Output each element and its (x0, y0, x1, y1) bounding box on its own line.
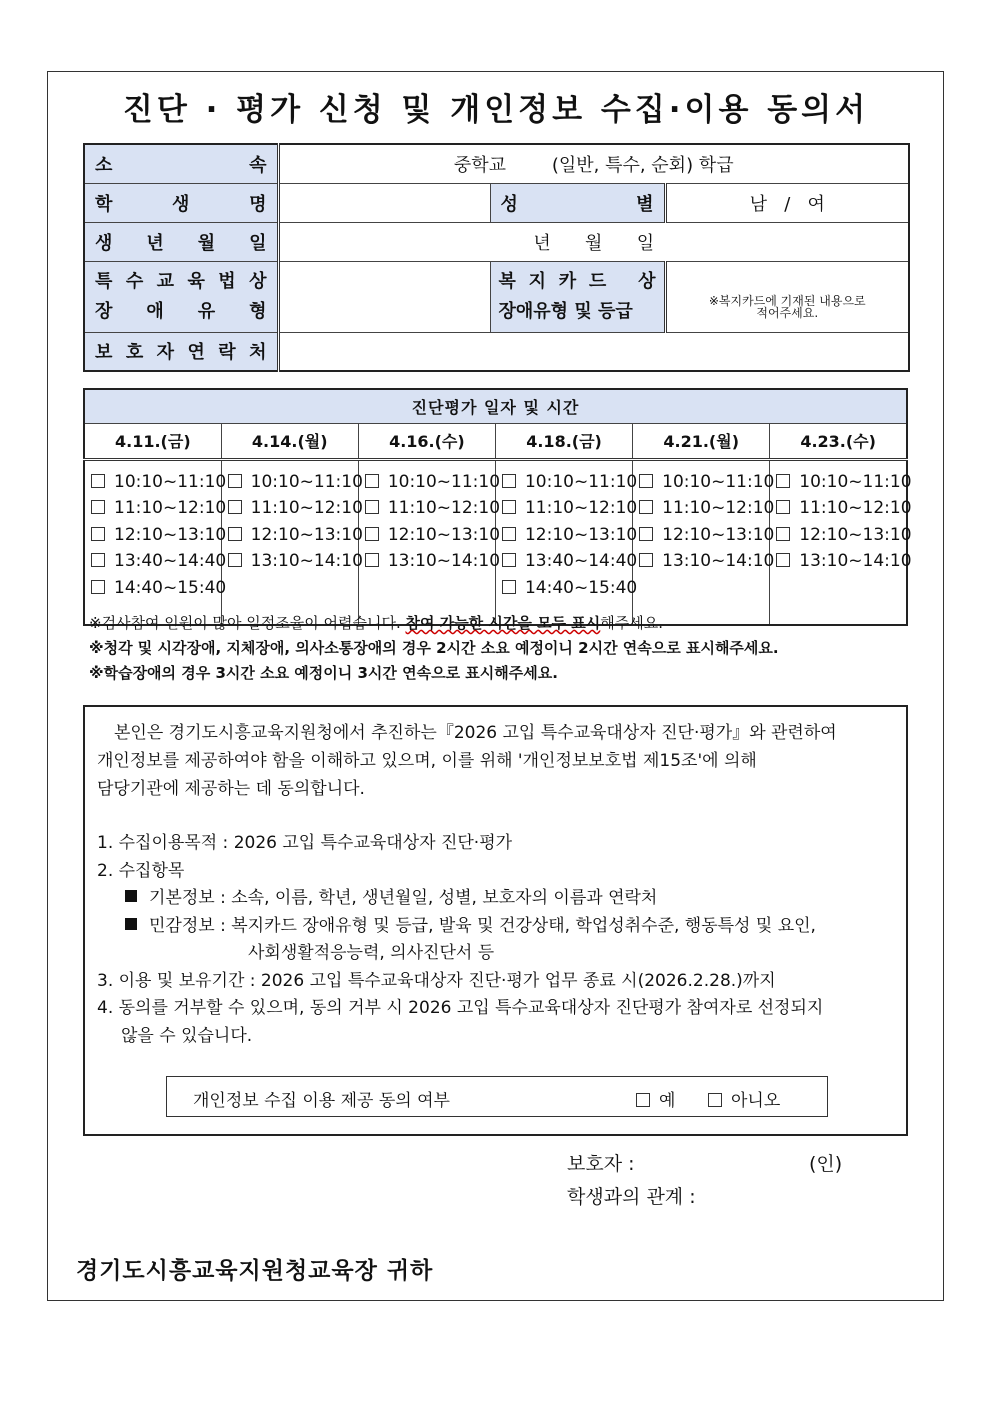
consent-item-refusal: 4. 동의를 거부할 수 있으며, 동의 거부 시 2026 고입 특수교육대상자 진단평가 참여자로 선정되지 (97, 998, 824, 1018)
bullet-square-icon (125, 890, 137, 902)
student-name-field[interactable] (278, 183, 490, 222)
checkbox[interactable] (365, 474, 379, 488)
welfare-note-line2: 적어주세요. (756, 305, 819, 320)
gender-field[interactable] (665, 183, 909, 222)
time-slot-option[interactable] (502, 469, 638, 496)
checkbox[interactable] (228, 500, 242, 514)
time-slot-option[interactable] (502, 522, 638, 549)
affiliation-label: 소 속 (95, 154, 267, 176)
checkbox[interactable] (502, 580, 516, 594)
time-slot-option[interactable] (502, 548, 638, 575)
bullet-square-icon (125, 918, 137, 930)
time-slot-label: 11:10~12:10 (799, 498, 912, 519)
checkbox[interactable] (639, 474, 653, 488)
note1-emphasis: 참여 가능한 시간을 모두 표시 (405, 614, 601, 632)
checkbox[interactable] (776, 527, 790, 541)
note1-prefix: ※검사참여 인원이 많아 일정조율이 어렵습니다. (89, 614, 406, 632)
gender-label (490, 183, 665, 222)
welfare-card-label-line1: 복 지 카 드 상 (498, 270, 656, 292)
consent-item-collected: 2. 수집항목 (97, 861, 185, 881)
time-slot-option[interactable] (776, 548, 912, 575)
checkbox[interactable] (91, 500, 105, 514)
agreement-box (166, 1076, 828, 1117)
birthdate-field[interactable] (278, 222, 909, 261)
time-slot-label: 13:10~14:10 (662, 551, 775, 572)
schedule-slots-6 (770, 459, 912, 625)
time-slot-label: 12:10~13:10 (250, 524, 363, 545)
schedule-slots-1 (84, 459, 227, 625)
document-title: 진단 · 평가 신청 및 개인정보 수집·이용 동의서 (122, 92, 870, 128)
schedule-slots-3 (358, 459, 501, 625)
guardian-contact-field[interactable] (278, 332, 909, 371)
sensitive-info-text: 민감정보 : 복지카드 장애유형 및 등급, 발육 및 건강상태, 학업성취수준, 행동특성 및 요인, (149, 916, 816, 936)
time-slot-option[interactable] (639, 469, 775, 496)
time-slot-label: 10:10~11:10 (799, 471, 912, 492)
agree-no-option[interactable] (708, 1086, 780, 1111)
time-slot-label: 12:10~13:10 (524, 524, 638, 545)
time-slot-label: 10:10~11:10 (114, 471, 227, 492)
checkbox[interactable] (502, 474, 516, 488)
birthdate-label (84, 222, 278, 261)
checkbox[interactable] (365, 553, 379, 567)
welfare-card-label (490, 261, 665, 332)
student-name-label: 학 생 명 (95, 193, 267, 215)
time-slot-label: 13:10~14:10 (799, 551, 912, 572)
agreement-question: 개인정보 수집 이용 제공 동의 여부 (193, 1091, 450, 1111)
addressee: 경기도시흥교육지원청교육장 귀하 (76, 1258, 434, 1284)
schedule-day-row (84, 423, 907, 459)
time-slot-label: 10:10~11:10 (387, 471, 501, 492)
time-slot-option[interactable] (365, 522, 501, 549)
birthdate-value: 년 월 일 (533, 232, 655, 254)
welfare-card-note (677, 295, 899, 319)
time-slot-label: 11:10~12:10 (662, 498, 775, 519)
time-slot-label: 12:10~13:10 (114, 524, 227, 545)
disability-type-label (84, 261, 278, 332)
checkbox[interactable] (228, 527, 242, 541)
time-slot-option[interactable] (365, 495, 501, 522)
gender-label: 성 별 (500, 193, 654, 215)
time-slot-option[interactable] (365, 548, 501, 575)
consent-line3: 담당기관에 제공하는 데 동의합니다. (97, 779, 365, 799)
schedule-date-5: 4.21.(월) (633, 423, 770, 459)
time-slot-option[interactable] (91, 575, 227, 602)
schedule-slots-2 (221, 459, 363, 625)
checkbox[interactable] (639, 553, 653, 567)
checkbox[interactable] (91, 527, 105, 541)
time-slot-option[interactable] (639, 495, 775, 522)
birthdate-label: 생 년 월 일 (95, 232, 267, 254)
agree-yes-label: 예 (659, 1091, 676, 1111)
time-slot-label: 11:10~12:10 (114, 498, 227, 519)
affiliation-value: 중학교 (일반, 특수, 순회) 학급 (453, 154, 734, 176)
time-slot-label: 13:40~14:40 (114, 551, 227, 572)
welfare-note-line1: ※복지카드에 기재된 내용으로 (708, 293, 866, 308)
checkbox[interactable] (91, 580, 105, 594)
schedule-date-4: 4.18.(금) (495, 423, 632, 459)
time-slot-label: 12:10~13:10 (662, 524, 775, 545)
schedule-table (83, 388, 912, 626)
guardian-contact-row (84, 332, 909, 371)
time-slot-label: 11:10~12:10 (387, 498, 501, 519)
guardian-signature-label: 보호자 : (567, 1153, 635, 1175)
checkbox[interactable] (502, 527, 516, 541)
checkbox[interactable] (776, 553, 790, 567)
time-slot-label: 13:10~14:10 (387, 551, 501, 572)
note-three-hours: ※학습장애의 경우 3시간 소요 예정이니 3시간 연속으로 표시해주세요. (89, 664, 558, 682)
time-slot-option[interactable] (639, 548, 775, 575)
time-slot-option[interactable] (502, 495, 638, 522)
schedule-slots-5 (633, 459, 775, 625)
checkbox[interactable] (639, 500, 653, 514)
time-slot-label: 10:10~11:10 (524, 471, 638, 492)
disability-label-line2: 장 애 유 형 (95, 300, 267, 322)
time-slot-option[interactable] (91, 469, 227, 496)
guardian-contact-label (84, 332, 278, 371)
time-slot-option[interactable] (91, 522, 227, 549)
time-slot-label: 11:10~12:10 (250, 498, 363, 519)
schedule-date-3: 4.16.(수) (358, 423, 495, 459)
schedule-date-2: 4.14.(월) (221, 423, 358, 459)
time-slot-label: 12:10~13:10 (387, 524, 501, 545)
consent-item-purpose: 1. 수집이용목적 : 2026 고입 특수교육대상자 진단·평가 (97, 833, 513, 853)
time-slot-option[interactable] (228, 522, 363, 549)
time-slot-label: 10:10~11:10 (662, 471, 775, 492)
time-slot-option[interactable] (228, 469, 363, 496)
agree-no-label: 아니오 (731, 1091, 781, 1111)
seal-mark: (인) (809, 1153, 843, 1175)
student-name-label (84, 183, 278, 222)
consent-item-refusal-cont: 않을 수 있습니다. (121, 1026, 253, 1046)
checkbox[interactable] (776, 474, 790, 488)
time-slot-option[interactable] (91, 495, 227, 522)
affiliation-label (84, 144, 278, 183)
time-slot-option[interactable] (228, 495, 363, 522)
checkbox[interactable] (91, 553, 105, 567)
time-slot-label: 14:40~15:40 (114, 577, 227, 598)
welfare-card-field[interactable] (665, 261, 909, 332)
consent-box (83, 705, 908, 1136)
time-slot-label: 13:10~14:10 (250, 551, 363, 572)
gender-options: 남 / 여 (749, 193, 825, 215)
name-row (84, 183, 909, 222)
affiliation-field[interactable] (278, 144, 909, 183)
checkbox[interactable] (91, 474, 105, 488)
consent-item-sensitive (125, 912, 816, 940)
checkbox[interactable] (776, 500, 790, 514)
time-slot-label: 12:10~13:10 (799, 524, 912, 545)
checkbox[interactable] (365, 527, 379, 541)
consent-item-sensitive-cont: 사회생활적응능력, 의사진단서 등 (248, 943, 495, 963)
schedule-slots-4 (495, 459, 638, 625)
agree-yes-option[interactable] (636, 1086, 675, 1111)
checkbox[interactable] (502, 553, 516, 567)
note-schedule (89, 612, 663, 633)
time-slot-label: 14:40~15:40 (524, 577, 638, 598)
time-slot-label: 13:40~14:40 (524, 551, 638, 572)
schedule-date-1: 4.11.(금) (84, 423, 221, 459)
consent-line1: 본인은 경기도시흥교육지원청에서 추진하는『2026 고입 특수교육대상자 진단·평가』와 관련하여 (114, 723, 837, 743)
schedule-slot-row (84, 459, 907, 625)
checkbox[interactable] (365, 500, 379, 514)
affiliation-row (84, 144, 909, 183)
time-slot-option[interactable] (228, 548, 363, 575)
checkbox[interactable] (502, 500, 516, 514)
consent-item-basic (125, 884, 657, 912)
disability-type-field[interactable] (278, 261, 490, 332)
checkbox-yes[interactable] (636, 1093, 650, 1107)
checkbox[interactable] (639, 527, 653, 541)
time-slot-label: 11:10~12:10 (524, 498, 638, 519)
time-slot-option[interactable] (776, 469, 912, 496)
time-slot-option[interactable] (639, 522, 775, 549)
relation-label: 학생과의 관계 : (567, 1186, 696, 1208)
disability-label-line1: 특 수 교 육 법 상 (95, 270, 267, 292)
time-slot-option[interactable] (365, 469, 501, 496)
welfare-card-label-line2: 장애유형 및 등급 (498, 300, 633, 322)
time-slot-option[interactable] (502, 575, 638, 602)
schedule-heading: 진단평가 일자 및 시간 (84, 389, 907, 423)
birthdate-row (84, 222, 909, 261)
time-slot-option[interactable] (776, 522, 912, 549)
note-two-hours: ※청각 및 시각장애, 지체장애, 의사소통장애의 경우 2시간 소요 예정이니 2시간 연속으로 표시해주세요. (89, 639, 779, 657)
checkbox[interactable] (228, 553, 242, 567)
time-slot-label: 10:10~11:10 (250, 471, 363, 492)
checkbox[interactable] (228, 474, 242, 488)
applicant-info-table (83, 143, 910, 372)
checkbox-no[interactable] (708, 1093, 722, 1107)
time-slot-option[interactable] (91, 548, 227, 575)
guardian-contact-label: 보 호 자 연 락 처 (95, 342, 267, 364)
consent-line2: 개인정보를 제공하여야 함을 이해하고 있으며, 이를 위해 '개인정보보호법 제15조'에 의해 (97, 751, 757, 771)
basic-info-text: 기본정보 : 소속, 이름, 학년, 생년월일, 성별, 보호자의 이름과 연락처 (149, 888, 658, 908)
consent-paragraph (97, 719, 897, 803)
schedule-date-6: 4.23.(수) (770, 423, 907, 459)
consent-item-retention: 3. 이용 및 보유기간 : 2026 고입 특수교육대상자 진단·평가 업무 종료 시(2026.2.28.)까지 (97, 971, 776, 991)
note1-suffix: 해주세요. (600, 614, 664, 632)
disability-row (84, 261, 909, 332)
time-slot-option[interactable] (776, 495, 912, 522)
